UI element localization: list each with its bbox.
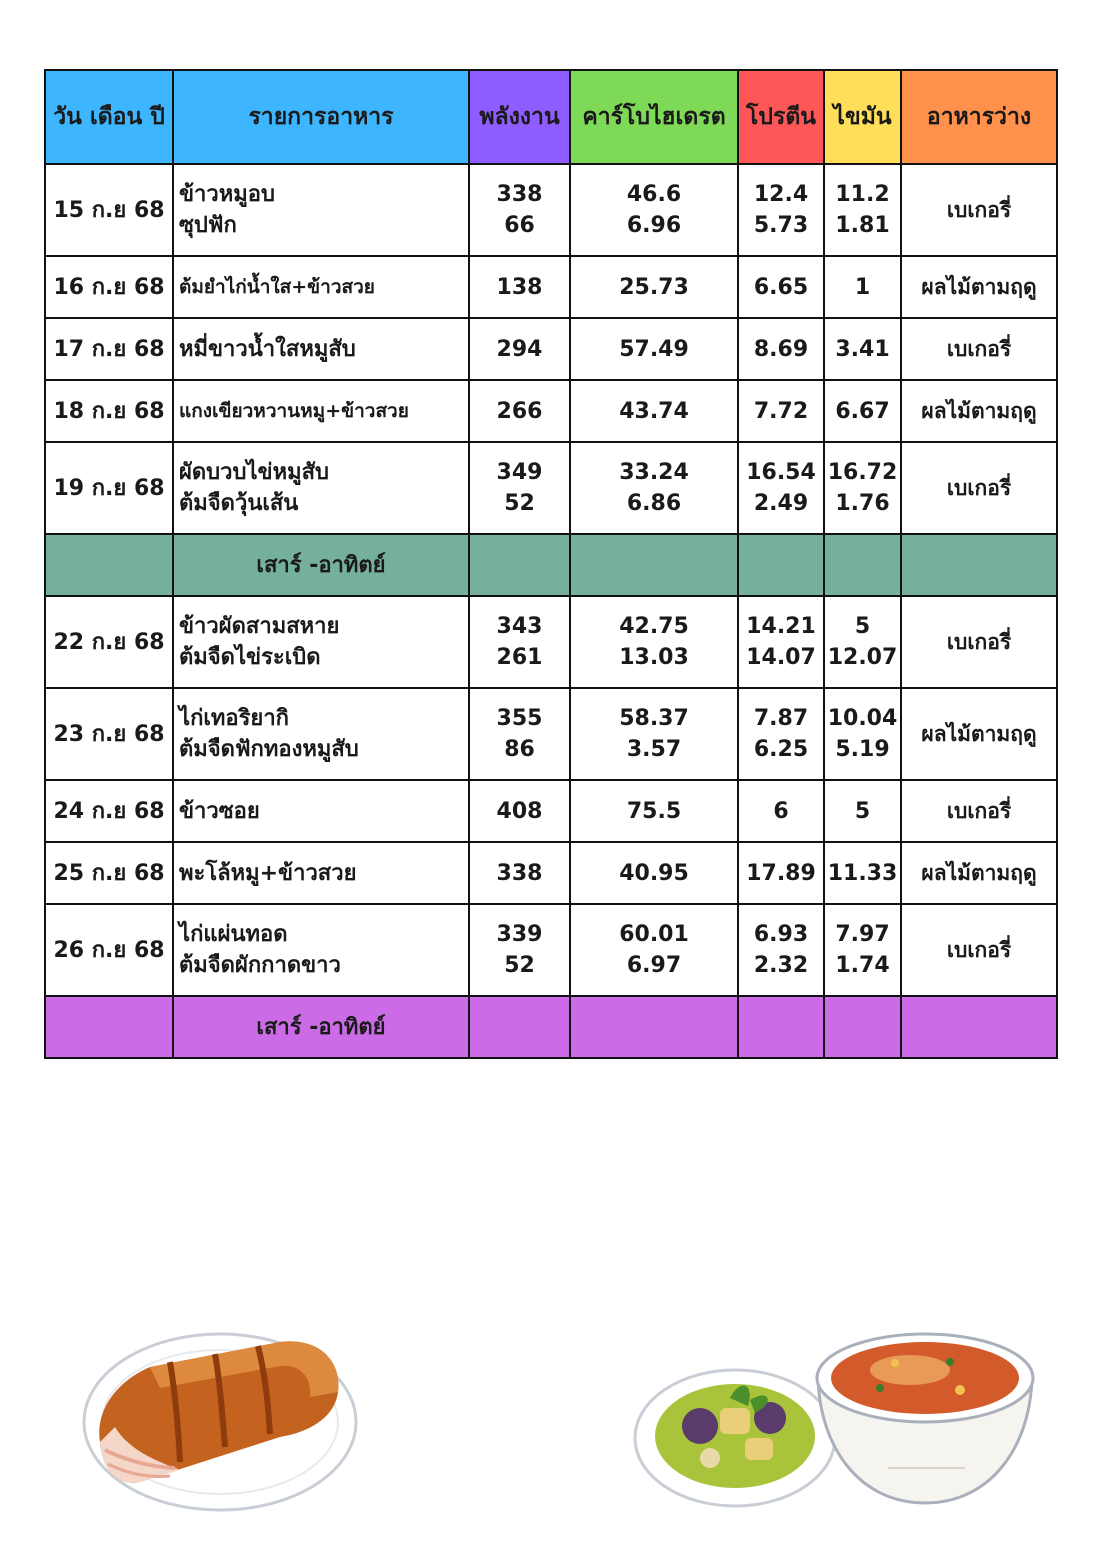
food-item: แกงเขียวหวานหมู+ข้าวสวย <box>179 399 409 422</box>
energy-value: 138 <box>496 274 543 300</box>
carb-cell <box>570 780 738 842</box>
protein-value: 14.07 <box>746 645 816 670</box>
protein-value: 7.72 <box>753 398 809 424</box>
snack-cell: ผลไม้ตามฤดู <box>901 380 1057 442</box>
fat-value: 10.04 <box>827 706 898 731</box>
food-cell <box>173 904 469 996</box>
header-date: วัน เดือน ปี <box>45 70 173 164</box>
fat-value: 11.2 <box>835 182 890 207</box>
food-cell <box>173 780 469 842</box>
fat-value: 12.07 <box>827 645 898 670</box>
header-energy: พลังงาน <box>469 70 570 164</box>
protein-value: 8.69 <box>753 336 809 362</box>
header-food: รายการอาหาร <box>173 70 469 164</box>
weekend-empty-cell <box>738 534 824 596</box>
weekend-empty-cell <box>469 534 570 596</box>
fat-cell <box>824 380 901 442</box>
energy-cell <box>469 596 570 688</box>
snack-cell: เบเกอรี่ <box>901 318 1057 380</box>
protein-cell <box>738 380 824 442</box>
food-item: ผัดบวบไข่หมูสับ <box>179 460 329 485</box>
food-item: ต้มยำไก่น้ำใส+ข้าวสวย <box>179 275 375 298</box>
protein-cell <box>738 904 824 996</box>
food-cell <box>173 688 469 780</box>
fat-value: 5.19 <box>835 737 890 762</box>
snack-cell: เบเกอรี่ <box>901 904 1057 996</box>
date-cell: 18 ก.ย 68 <box>45 380 173 442</box>
energy-cell <box>469 688 570 780</box>
energy-value: 52 <box>504 491 535 516</box>
carb-value: 3.57 <box>626 737 682 762</box>
carb-value: 25.73 <box>619 274 689 300</box>
food-cell <box>173 318 469 380</box>
snack-cell: เบเกอรี่ <box>901 442 1057 534</box>
weekend-empty-cell <box>570 534 738 596</box>
food-cell <box>173 842 469 904</box>
header-snack: อาหารว่าง <box>901 70 1057 164</box>
snack-cell: เบเกอรี่ <box>901 164 1057 256</box>
food-cell <box>173 256 469 318</box>
date-cell: 24 ก.ย 68 <box>45 780 173 842</box>
carb-cell <box>570 842 738 904</box>
protein-cell <box>738 596 824 688</box>
food-cell <box>173 442 469 534</box>
weekend-label: เสาร์ -อาทิตย์ <box>173 996 469 1058</box>
date-cell: 19 ก.ย 68 <box>45 442 173 534</box>
green-curry-icon <box>635 1370 835 1506</box>
fat-cell <box>824 904 901 996</box>
protein-value: 6.25 <box>753 737 809 762</box>
energy-cell <box>469 780 570 842</box>
carb-cell <box>570 380 738 442</box>
date-cell: 15 ก.ย 68 <box>45 164 173 256</box>
energy-value: 349 <box>496 460 543 485</box>
header-row <box>45 70 1057 164</box>
menu-row <box>45 380 1057 442</box>
date-cell: 16 ก.ย 68 <box>45 256 173 318</box>
weekend-empty-cell <box>45 534 173 596</box>
fat-value: 6.67 <box>835 398 890 424</box>
food-cell <box>173 164 469 256</box>
carb-value: 6.86 <box>626 491 682 516</box>
energy-value: 339 <box>496 922 543 947</box>
fat-value: 1 <box>854 274 871 300</box>
carb-cell <box>570 256 738 318</box>
weekend-empty-cell <box>824 534 901 596</box>
protein-value: 5.73 <box>753 213 809 238</box>
snack-cell: ผลไม้ตามฤดู <box>901 688 1057 780</box>
header-carb: คาร์โบไฮเดรต <box>570 70 738 164</box>
green-curry-and-soup-illustration <box>630 1318 1040 1518</box>
menu-row <box>45 318 1057 380</box>
carb-value: 40.95 <box>619 860 689 886</box>
menu-row <box>45 904 1057 996</box>
noodle-soup-bowl-icon <box>817 1334 1033 1503</box>
energy-cell <box>469 256 570 318</box>
weekend-empty-cell <box>570 996 738 1058</box>
snack-cell: เบเกอรี่ <box>901 780 1057 842</box>
food-item: ต้มจืดวุ้นเส้น <box>179 491 299 516</box>
date-cell: 17 ก.ย 68 <box>45 318 173 380</box>
weekend-row <box>45 534 1057 596</box>
fat-value: 1.81 <box>835 213 890 238</box>
energy-cell <box>469 380 570 442</box>
carb-value: 75.5 <box>626 798 682 824</box>
carb-cell <box>570 442 738 534</box>
fat-cell <box>824 780 901 842</box>
protein-value: 2.49 <box>753 491 809 516</box>
fat-value: 5 <box>854 798 871 824</box>
fat-cell <box>824 318 901 380</box>
fat-cell <box>824 256 901 318</box>
protein-value: 6 <box>773 798 789 824</box>
fat-cell <box>824 842 901 904</box>
carb-cell <box>570 596 738 688</box>
protein-cell <box>738 842 824 904</box>
date-cell: 25 ก.ย 68 <box>45 842 173 904</box>
energy-cell <box>469 164 570 256</box>
protein-value: 7.87 <box>753 706 809 731</box>
fat-value: 16.72 <box>827 460 898 485</box>
carb-value: 33.24 <box>619 460 689 485</box>
food-cell <box>173 596 469 688</box>
protein-cell <box>738 318 824 380</box>
snack-cell: เบเกอรี่ <box>901 596 1057 688</box>
food-item: ต้มจืดไข่ระเบิด <box>179 645 321 670</box>
fat-value: 5 <box>854 614 871 639</box>
energy-value: 266 <box>496 398 543 424</box>
energy-cell <box>469 904 570 996</box>
fat-cell <box>824 442 901 534</box>
energy-value: 52 <box>504 953 535 978</box>
energy-value: 338 <box>496 860 543 886</box>
weekend-label: เสาร์ -อาทิตย์ <box>173 534 469 596</box>
carb-value: 6.97 <box>626 953 682 978</box>
protein-value: 17.89 <box>746 860 816 886</box>
header-protein: โปรตีน <box>738 70 824 164</box>
protein-value: 16.54 <box>746 460 816 485</box>
carb-value: 46.6 <box>626 182 682 207</box>
date-cell: 22 ก.ย 68 <box>45 596 173 688</box>
carb-value: 13.03 <box>619 645 689 670</box>
energy-value: 261 <box>496 645 543 670</box>
carb-value: 60.01 <box>619 922 689 947</box>
lunch-menu-table <box>44 69 1058 1059</box>
weekend-empty-cell <box>45 996 173 1058</box>
snack-cell: ผลไม้ตามฤดู <box>901 256 1057 318</box>
food-item: ต้มจืดฟักทองหมูสับ <box>179 737 359 762</box>
food-item: ข้าวผัดสามสหาย <box>179 614 340 639</box>
food-item: พะโล้หมู+ข้าวสวย <box>179 860 357 886</box>
carb-cell <box>570 318 738 380</box>
protein-value: 6.65 <box>753 274 809 300</box>
carb-value: 57.49 <box>619 336 689 362</box>
snack-cell: ผลไม้ตามฤดู <box>901 842 1057 904</box>
fat-value: 11.33 <box>827 860 898 886</box>
date-cell: 23 ก.ย 68 <box>45 688 173 780</box>
energy-value: 355 <box>496 706 543 731</box>
food-item: ซุปฟัก <box>179 213 237 238</box>
header-fat: ไขมัน <box>824 70 901 164</box>
menu-row <box>45 256 1057 318</box>
food-item: ข้าวหมูอบ <box>179 182 275 207</box>
energy-value: 408 <box>496 798 543 824</box>
fat-value: 1.74 <box>835 953 890 978</box>
food-cell <box>173 380 469 442</box>
fat-value: 3.41 <box>835 336 890 362</box>
food-item: ข้าวซอย <box>179 798 260 824</box>
energy-value: 343 <box>496 614 543 639</box>
date-cell: 26 ก.ย 68 <box>45 904 173 996</box>
energy-value: 66 <box>504 213 535 238</box>
carb-value: 58.37 <box>619 706 689 731</box>
food-item: หมี่ขาวน้ำใสหมูสับ <box>179 336 356 362</box>
weekend-empty-cell <box>901 996 1057 1058</box>
energy-value: 338 <box>496 182 543 207</box>
protein-cell <box>738 780 824 842</box>
menu-row <box>45 688 1057 780</box>
protein-cell <box>738 688 824 780</box>
carb-cell <box>570 904 738 996</box>
weekend-empty-cell <box>469 996 570 1058</box>
fat-value: 1.76 <box>835 491 890 516</box>
carb-value: 42.75 <box>619 614 689 639</box>
energy-cell <box>469 318 570 380</box>
protein-value: 14.21 <box>746 614 816 639</box>
menu-row <box>45 164 1057 256</box>
fat-cell <box>824 688 901 780</box>
weekend-row <box>45 996 1057 1058</box>
protein-value: 6.93 <box>753 922 809 947</box>
carb-cell <box>570 688 738 780</box>
carb-cell <box>570 164 738 256</box>
protein-cell <box>738 256 824 318</box>
food-item: ต้มจืดผักกาดขาว <box>179 953 341 978</box>
crispy-pork-plate-illustration <box>80 1322 370 1512</box>
energy-value: 86 <box>504 737 535 762</box>
menu-row <box>45 442 1057 534</box>
menu-row <box>45 596 1057 688</box>
protein-cell <box>738 164 824 256</box>
weekend-empty-cell <box>738 996 824 1058</box>
fat-value: 7.97 <box>835 922 890 947</box>
fat-cell <box>824 596 901 688</box>
food-item: ไก่เทอริยากิ <box>179 706 289 731</box>
menu-row <box>45 842 1057 904</box>
energy-cell <box>469 842 570 904</box>
fat-cell <box>824 164 901 256</box>
carb-value: 6.96 <box>626 213 682 238</box>
weekend-empty-cell <box>901 534 1057 596</box>
protein-value: 12.4 <box>753 182 809 207</box>
protein-cell <box>738 442 824 534</box>
weekend-empty-cell <box>824 996 901 1058</box>
energy-value: 294 <box>496 336 543 362</box>
carb-value: 43.74 <box>619 398 689 424</box>
menu-row <box>45 780 1057 842</box>
food-item: ไก่แผ่นทอด <box>179 922 288 947</box>
protein-value: 2.32 <box>753 953 809 978</box>
energy-cell <box>469 442 570 534</box>
